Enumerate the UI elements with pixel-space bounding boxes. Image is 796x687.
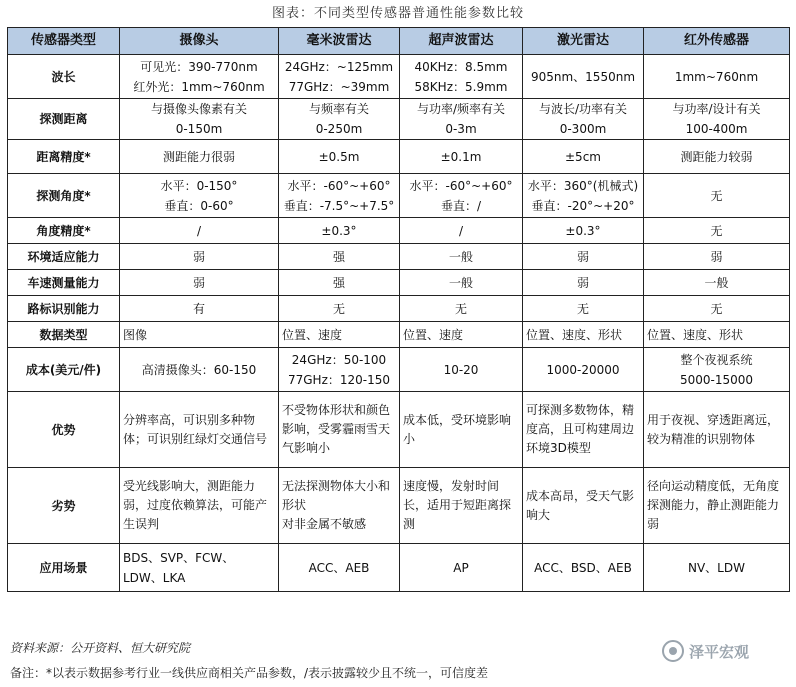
cell-line: 与波长/功率有关	[538, 102, 628, 116]
cell-lidar	[523, 392, 644, 468]
cell-line: 弱	[192, 275, 205, 290]
cell-line: ACC、BSD、AEB	[534, 560, 632, 575]
cell-ultrasonic	[400, 55, 523, 99]
cell-ultrasonic	[400, 218, 523, 244]
cell-infrared	[644, 140, 790, 174]
cell-mmwave	[279, 218, 400, 244]
row-header: 优势	[8, 392, 120, 468]
cell-camera	[120, 296, 279, 322]
cell-line: BDS、SVP、FCW、	[123, 550, 235, 565]
cell-infrared	[644, 392, 790, 468]
cell-line: 无	[710, 223, 723, 238]
cell-camera	[120, 140, 279, 174]
cell-mmwave	[279, 392, 400, 468]
cell-line: 弱	[576, 249, 589, 264]
cell-lidar	[523, 218, 644, 244]
row-header: 探测角度*	[8, 174, 120, 218]
cell-line: 与频率有关	[308, 102, 369, 116]
cell-lidar	[523, 296, 644, 322]
table-title: 图表：不同类型传感器普通性能参数比较	[271, 6, 524, 21]
table-row	[8, 218, 790, 244]
cell-line: 无	[454, 301, 467, 316]
cell-line: 位置、速度	[403, 327, 464, 342]
row-header: 距离精度*	[8, 140, 120, 174]
cell-line: 高清摄像头：60-150	[141, 362, 257, 377]
cell-camera	[120, 244, 279, 270]
cell-line: 有	[192, 301, 205, 316]
cell-line: 0-300m	[559, 122, 607, 136]
cell-line: NV、LDW	[688, 560, 745, 575]
cell-line: 无	[710, 301, 723, 316]
row-header: 波长	[8, 55, 120, 99]
cell-camera	[120, 544, 279, 592]
cell-line: /	[196, 223, 202, 238]
cell-line: 1mm~760nm	[674, 69, 759, 84]
remark-note: 备注：*以表示数据参考行业一线供应商相关产品参数，/表示披露较少且不统一，可信度差	[10, 666, 489, 680]
cell-line: ±0.3°	[321, 223, 357, 238]
cell-line: 77GHz：120-150	[287, 372, 391, 387]
row-header: 环境适应能力	[8, 244, 120, 270]
cell-line: 位置、速度、形状	[647, 327, 744, 342]
row-header: 成本(美元/件)	[8, 348, 120, 392]
cell-line: 强	[332, 275, 345, 290]
cell-lidar	[523, 544, 644, 592]
table-row	[8, 140, 790, 174]
cell-infrared	[644, 244, 790, 270]
cell-lidar	[523, 468, 644, 544]
cell-line: 无	[576, 301, 589, 316]
cell-infrared	[644, 270, 790, 296]
cell-line: 弱	[710, 249, 723, 264]
cell-ultrasonic	[400, 392, 523, 468]
cell-line: 测距能力较弱	[680, 149, 753, 164]
cell-mmwave	[279, 174, 400, 218]
cell-line: 水平：-60°~+60°	[409, 178, 513, 193]
cell-line: 一般	[448, 275, 473, 290]
table-row	[8, 392, 790, 468]
cell-line: ±0.1m	[440, 149, 482, 164]
cell-ultrasonic	[400, 174, 523, 218]
cell-line: 与摄像头像素有关	[150, 102, 247, 116]
cell-mmwave	[279, 270, 400, 296]
cell-line: 0-150m	[175, 122, 223, 136]
cell-infrared	[644, 218, 790, 244]
cell-line: /	[458, 223, 464, 238]
cell-line: 弱	[576, 275, 589, 290]
header-row	[8, 28, 790, 55]
watermark-logo	[662, 640, 749, 662]
cell-line: 无	[332, 301, 345, 316]
wechat-icon	[662, 640, 684, 662]
cell-mmwave	[279, 55, 400, 99]
cell-line: 无	[710, 188, 723, 203]
table-row	[8, 322, 790, 348]
cell-line: 强	[332, 249, 345, 264]
cell-ultrasonic	[400, 348, 523, 392]
cell-lidar	[523, 174, 644, 218]
cell-infrared	[644, 322, 790, 348]
table-row	[8, 468, 790, 544]
cell-line: ±0.3°	[565, 223, 601, 238]
cell-line: 水平：360°(机械式)	[527, 178, 639, 193]
cell-line: 一般	[448, 249, 473, 264]
cell-line: 10-20	[443, 362, 479, 377]
cell-mmwave	[279, 99, 400, 140]
cell-line: 整个夜视系统	[680, 352, 753, 367]
cell-infrared	[644, 544, 790, 592]
cell-lidar	[523, 55, 644, 99]
row-header: 路标识别能力	[8, 296, 120, 322]
cell-ultrasonic	[400, 544, 523, 592]
cell-line: 成本高昂，受天气影响大	[526, 488, 635, 522]
cell-line: 水平：-60°~+60°	[287, 178, 391, 193]
cell-line: 位置、速度	[282, 327, 343, 342]
cell-line: 受光线影响大，测距能力弱，过度依赖算法，可能产生误判	[123, 479, 268, 531]
cell-line: 测距能力很弱	[162, 149, 235, 164]
cell-mmwave	[279, 544, 400, 592]
table-row	[8, 270, 790, 296]
sensor-comparison-table	[7, 27, 790, 592]
cell-camera	[120, 218, 279, 244]
cell-line: 0-250m	[315, 122, 363, 136]
cell-lidar	[523, 322, 644, 348]
cell-line: AP	[453, 560, 469, 575]
cell-line: 0-3m	[445, 122, 477, 136]
cell-ultrasonic	[400, 99, 523, 140]
cell-line: 位置、速度、形状	[526, 327, 623, 342]
cell-infrared	[644, 296, 790, 322]
cell-lidar	[523, 99, 644, 140]
cell-line: 图像	[123, 327, 148, 342]
table-row	[8, 99, 790, 140]
cell-line: ±5cm	[565, 149, 601, 164]
cell-line: 红外光：1mm~760nm	[133, 79, 265, 94]
watermark-text: 泽平宏观	[689, 642, 750, 661]
cell-infrared	[644, 174, 790, 218]
cell-line: 与功率/频率有关	[416, 102, 506, 116]
header-sensor-type: 传感器类型	[8, 28, 120, 55]
cell-lidar	[523, 140, 644, 174]
cell-ultrasonic	[400, 140, 523, 174]
cell-line: ±0.5m	[318, 149, 360, 164]
cell-camera	[120, 348, 279, 392]
cell-camera	[120, 99, 279, 140]
cell-camera	[120, 468, 279, 544]
cell-line: 77GHz：~39mm	[288, 79, 390, 94]
table-row	[8, 55, 790, 99]
cell-line: 40KHz：8.5mm	[414, 59, 508, 74]
table-row	[8, 544, 790, 592]
cell-line: 不受物体形状和颜色影响，受雾霾雨雪天气影响小	[282, 403, 391, 455]
cell-line: ACC、AEB	[308, 560, 370, 575]
row-header: 角度精度*	[8, 218, 120, 244]
cell-line: 可探测多数物体，精度高，且可构建周边环境3D模型	[526, 403, 635, 455]
cell-line: 径向运动精度低，无角度探测能力，静止测距能力弱	[647, 479, 780, 531]
cell-line: 用于夜视、穿透距离远，较为精准的识别物体	[647, 412, 780, 446]
cell-infrared	[644, 468, 790, 544]
cell-line: 垂直：-20°~+20°	[531, 198, 635, 213]
cell-camera	[120, 392, 279, 468]
cell-infrared	[644, 99, 790, 140]
cell-line: 无法探测物体大小和形状	[282, 479, 391, 512]
cell-lidar	[523, 348, 644, 392]
cell-mmwave	[279, 322, 400, 348]
table-row	[8, 174, 790, 218]
cell-line: 可见光：390-770nm	[140, 59, 258, 74]
cell-line: 5000-15000	[679, 372, 754, 387]
cell-mmwave	[279, 244, 400, 270]
row-header: 应用场景	[8, 544, 120, 592]
cell-line: 分辨率高，可识别多种物体；可识别红绿灯交通信号	[123, 412, 268, 446]
cell-ultrasonic	[400, 244, 523, 270]
cell-mmwave	[279, 468, 400, 544]
header-lidar: 激光雷达	[523, 28, 644, 55]
cell-camera	[120, 322, 279, 348]
table-row	[8, 348, 790, 392]
cell-lidar	[523, 270, 644, 296]
cell-line: 58KHz：5.9mm	[414, 79, 508, 94]
cell-line: 1000-20000	[546, 362, 620, 377]
cell-mmwave	[279, 296, 400, 322]
table-row	[8, 244, 790, 270]
row-header: 劣势	[8, 468, 120, 544]
header-infrared: 红外传感器	[644, 28, 790, 55]
cell-ultrasonic	[400, 296, 523, 322]
cell-camera	[120, 174, 279, 218]
row-header: 探测距离	[8, 99, 120, 140]
cell-line: LDW、LKA	[123, 570, 186, 585]
cell-mmwave	[279, 140, 400, 174]
cell-camera	[120, 55, 279, 99]
cell-line: 24GHz：50-100	[291, 352, 387, 367]
cell-lidar	[523, 244, 644, 270]
cell-line: 水平：0-150°	[160, 178, 238, 193]
cell-ultrasonic	[400, 322, 523, 348]
cell-line: 对非金属不敏感	[282, 517, 367, 531]
cell-infrared	[644, 348, 790, 392]
cell-line: 一般	[704, 275, 729, 290]
table-row	[8, 296, 790, 322]
cell-line: 速度慢，发射时间长，适用于短距离探测	[403, 479, 512, 531]
cell-ultrasonic	[400, 468, 523, 544]
header-mmwave-radar: 毫米波雷达	[279, 28, 400, 55]
header-ultrasonic-radar: 超声波雷达	[400, 28, 523, 55]
cell-line: 100-400m	[685, 122, 748, 136]
row-header: 车速测量能力	[8, 270, 120, 296]
cell-line: 垂直：0-60°	[164, 198, 234, 213]
cell-line: 与功率/设计有关	[672, 102, 761, 116]
cell-line: 905nm、1550nm	[530, 69, 636, 84]
cell-line: 24GHz：~125mm	[284, 59, 394, 74]
cell-camera	[120, 270, 279, 296]
cell-mmwave	[279, 348, 400, 392]
cell-line: 垂直：/	[440, 198, 482, 213]
cell-line: 垂直：-7.5°~+7.5°	[283, 198, 395, 213]
cell-line: 弱	[192, 249, 205, 264]
row-header: 数据类型	[8, 322, 120, 348]
cell-ultrasonic	[400, 270, 523, 296]
source-note: 资料来源：公开资料、恒大研究院	[10, 641, 191, 655]
cell-infrared	[644, 55, 790, 99]
header-camera: 摄像头	[120, 28, 279, 55]
cell-line: 成本低，受环境影响小	[403, 412, 512, 446]
